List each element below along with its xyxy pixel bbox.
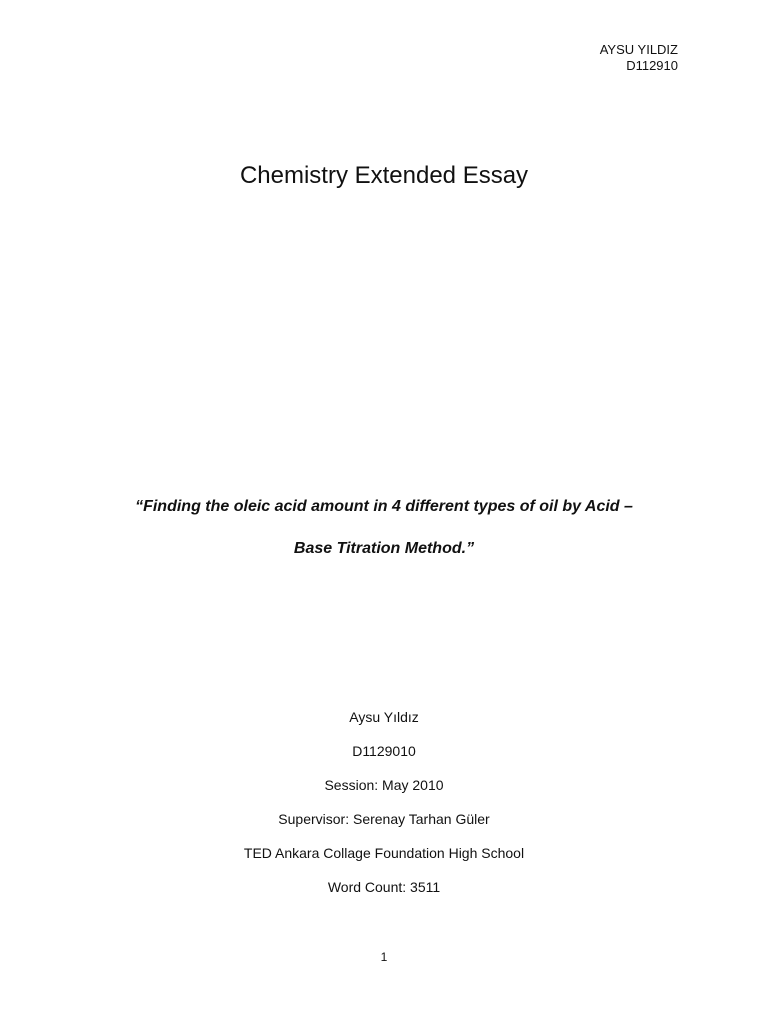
author-name: Aysu Yıldız — [349, 709, 419, 725]
session: Session: May 2010 — [324, 777, 444, 793]
document-title: Chemistry Extended Essay — [239, 162, 529, 189]
page-header — [600, 42, 678, 74]
header-author: AYSU YILDIZ — [599, 42, 678, 57]
candidate-number: D1129010 — [352, 743, 416, 759]
supervisor: Supervisor: Serenay Tarhan Güler — [278, 811, 490, 827]
header-candidate-number: D112910 — [626, 58, 678, 73]
research-question-line-1: “Finding the oleic acid amount in 4 different types of oil by Acid – — [135, 498, 633, 515]
school-name: TED Ankara Collage Foundation High School — [243, 845, 525, 861]
page-number: 1 — [380, 950, 388, 964]
research-question-line-2: Base Titration Method.” — [293, 540, 475, 557]
word-count: Word Count: 3511 — [327, 879, 441, 895]
